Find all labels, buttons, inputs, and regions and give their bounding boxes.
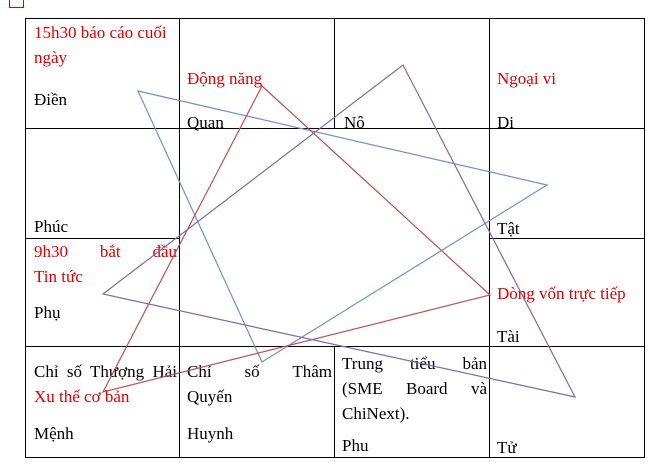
palace-label-tat: Tật xyxy=(497,219,520,238)
cell-phu xyxy=(26,238,179,346)
cell-dien xyxy=(26,19,179,128)
palace-label-dien: Điền xyxy=(34,90,68,109)
note-text: Quyến xyxy=(187,387,233,406)
note-text: (SME Board và xyxy=(342,379,487,398)
palace-label-phu2: Phu xyxy=(342,436,369,455)
cell-tu xyxy=(489,346,644,457)
note-text: Chỉ số Thâm xyxy=(187,362,332,381)
palace-label-no: Nô xyxy=(344,113,365,132)
event-text: Tin tức xyxy=(34,267,83,286)
cell-menh xyxy=(26,346,179,457)
event-text: 9h30 bắt đầu xyxy=(34,242,177,261)
palace-label-di: Di xyxy=(497,113,514,132)
red-marker-box xyxy=(9,0,24,8)
cell-quan xyxy=(179,19,334,132)
event-text: 15h30 báo cáo cuối xyxy=(34,23,167,42)
cell-tat xyxy=(489,128,644,238)
cell-di xyxy=(489,19,644,132)
cell-phu2 xyxy=(334,346,489,457)
event-text: Ngoại vi xyxy=(497,69,557,88)
palace-label-phuc: Phúc xyxy=(34,217,68,236)
event-text: Động năng xyxy=(187,69,263,88)
palace-label-tai: Tài xyxy=(497,327,520,346)
cell-no xyxy=(334,19,489,132)
palace-table xyxy=(25,18,645,458)
palace-label-huynh: Huynh xyxy=(187,424,234,443)
palace-label-menh: Mệnh xyxy=(34,424,74,443)
event-text: ngày xyxy=(34,48,68,67)
note-text: Chỉ số Thượng Hải xyxy=(34,362,177,381)
palace-label-phu: Phụ xyxy=(34,303,61,322)
note-text: Trung tiểu bản xyxy=(342,354,487,373)
cell-phuc xyxy=(26,128,179,238)
note-text: ChiNext). xyxy=(342,404,410,423)
cell-tai xyxy=(489,238,644,346)
palace-label-quan: Quan xyxy=(187,113,224,132)
palace-label-tu: Tử xyxy=(497,438,517,457)
cell-huynh xyxy=(179,346,334,457)
event-text: Xu thế cơ bản xyxy=(34,387,130,406)
event-text: Dòng vốn trực tiếp xyxy=(497,284,626,303)
